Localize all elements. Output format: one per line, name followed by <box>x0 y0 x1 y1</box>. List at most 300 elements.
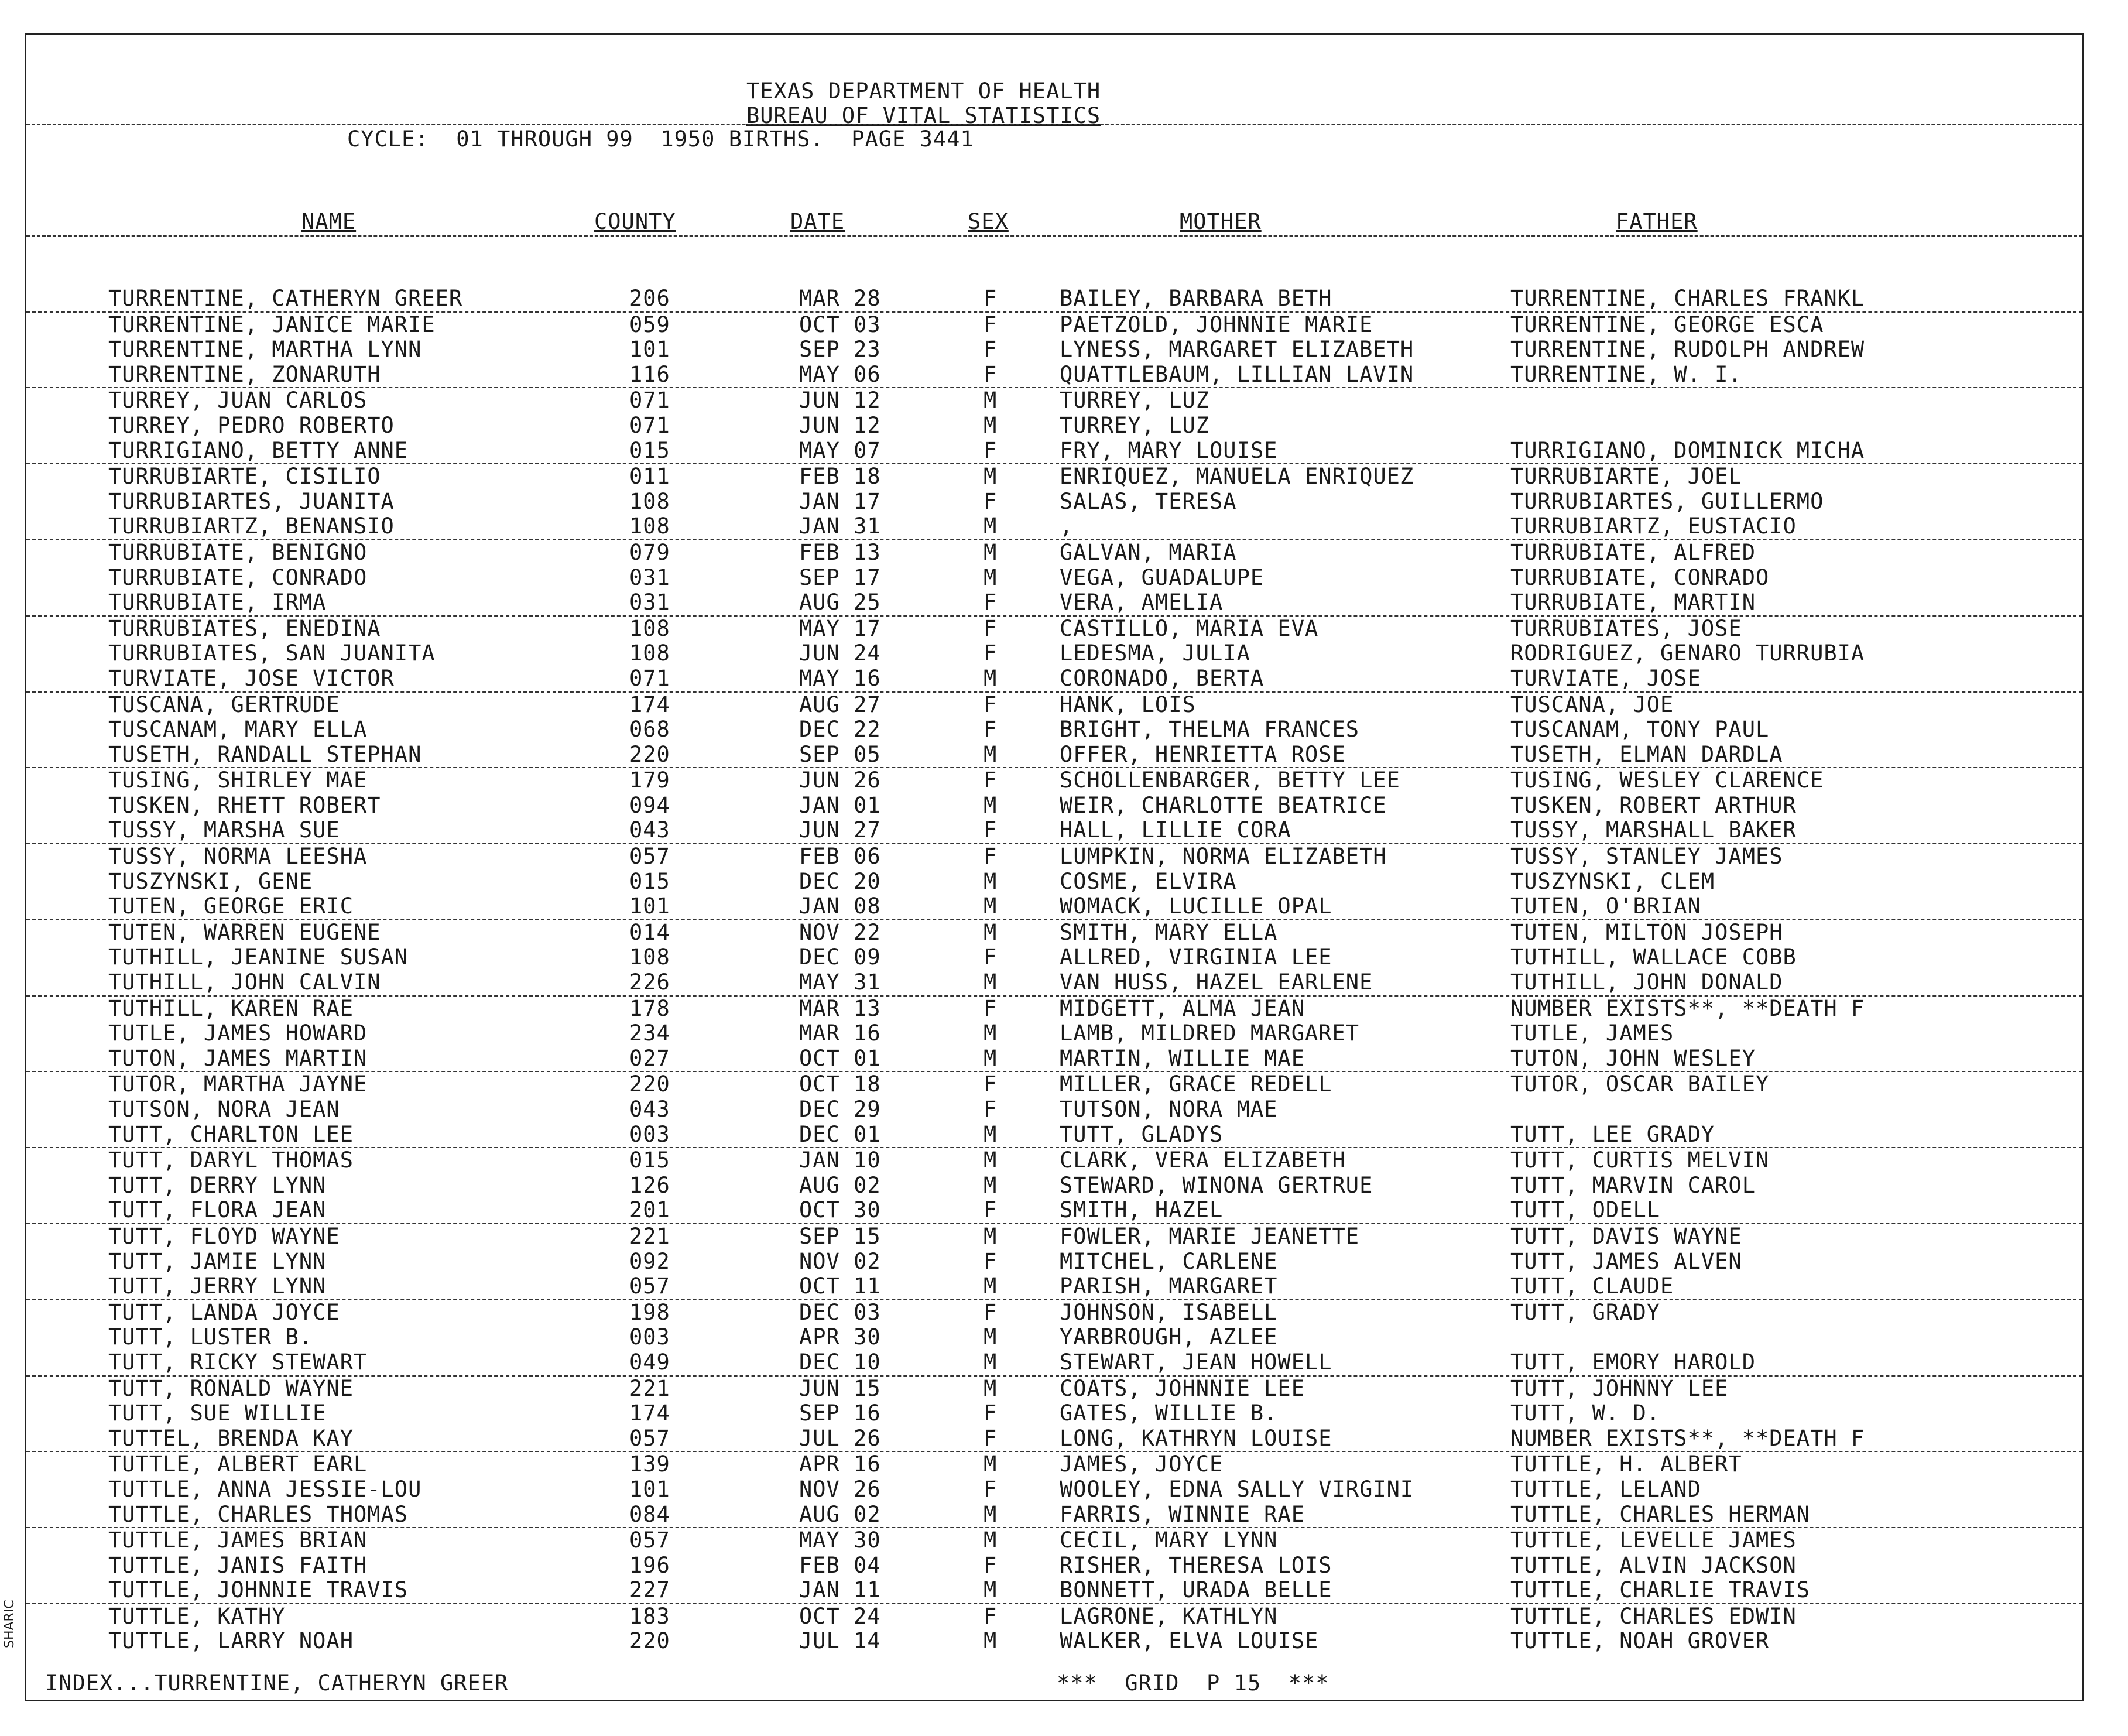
cell-county: 126 <box>629 1172 670 1198</box>
cell-date: MAY 06 <box>799 361 881 387</box>
cell-date: FEB 13 <box>799 539 881 565</box>
cell-father: TUSSY, MARSHALL BAKER <box>1510 817 1797 843</box>
cell-father: TUTTLE, NOAH GROVER <box>1510 1628 1770 1654</box>
cell-father: TUTLE, JAMES <box>1510 1021 1674 1046</box>
cell-sex: M <box>984 388 998 413</box>
table-row <box>26 337 2082 362</box>
cell-mother: SCHOLLENBARGER, BETTY LEE <box>1060 768 1400 793</box>
cell-father: TUTHILL, WALLACE COBB <box>1510 944 1797 970</box>
cell-father: TURRUBIATE, MARTIN <box>1510 590 1756 615</box>
cell-name: TURRUBIARTES, JUANITA <box>108 488 395 514</box>
table-row <box>26 1274 2082 1300</box>
cell-date: MAR 16 <box>799 1021 881 1046</box>
cell-sex: F <box>984 844 998 869</box>
cell-sex: M <box>984 792 998 818</box>
cell-sex: M <box>984 868 998 894</box>
cell-name: TUTEN, GEORGE ERIC <box>108 893 354 919</box>
cell-name: TURRENTINE, ZONARUTH <box>108 361 381 387</box>
cell-name: TURRENTINE, JANICE MARIE <box>108 311 436 337</box>
cell-father: TUTON, JOHN WESLEY <box>1510 1045 1756 1071</box>
cell-mother: VEGA, GUADALUPE <box>1060 564 1265 590</box>
cell-mother: CECIL, MARY LYNN <box>1060 1528 1278 1553</box>
cell-father: RODRIGUEZ, GENARO TURRUBIA <box>1510 641 1865 666</box>
cell-mother: TUTSON, NORA MAE <box>1060 1097 1278 1122</box>
table-row <box>26 869 2082 895</box>
cell-sex: M <box>984 1148 998 1173</box>
cell-father: TURRUBIARTZ, EUSTACIO <box>1510 513 1797 539</box>
cell-sex: F <box>984 1401 998 1426</box>
cell-mother: , <box>1060 513 1074 539</box>
cell-county: 094 <box>629 792 670 818</box>
cell-mother: VAN HUSS, HAZEL EARLENE <box>1060 970 1373 995</box>
cell-sex: M <box>984 539 998 565</box>
cell-sex: M <box>984 1451 998 1477</box>
cell-date: FEB 18 <box>799 464 881 489</box>
cell-father: TUTTLE, CHARLES HERMAN <box>1510 1501 1811 1527</box>
cell-date: OCT 24 <box>799 1603 881 1629</box>
cell-father: TURRENTINE, CHARLES FRANKL <box>1510 286 1865 311</box>
cell-name: TURREY, JUAN CARLOS <box>108 388 368 413</box>
cell-date: FEB 06 <box>799 844 881 869</box>
cell-date: NOV 26 <box>799 1476 881 1502</box>
table-row <box>26 1148 2082 1173</box>
cell-father: TUTT, JAMES ALVEN <box>1510 1248 1742 1274</box>
cell-father: TUTT, ODELL <box>1510 1197 1661 1223</box>
cell-mother: QUATTLEBAUM, LILLIAN LAVIN <box>1060 361 1414 387</box>
cell-county: 227 <box>629 1577 670 1603</box>
cell-sex: F <box>984 286 998 311</box>
cell-county: 220 <box>629 1071 670 1097</box>
table-row <box>26 388 2082 413</box>
cell-sex: M <box>984 665 998 691</box>
cell-sex: F <box>984 590 998 615</box>
cell-father: TURRUBIARTE, JOEL <box>1510 464 1742 489</box>
cell-father: TUTT, W. D. <box>1510 1401 1661 1426</box>
cell-sex: F <box>984 361 998 387</box>
cell-sex: M <box>984 1501 998 1527</box>
cell-county: 003 <box>629 1121 670 1147</box>
cell-name: TUTON, JAMES MARTIN <box>108 1045 368 1071</box>
cell-sex: M <box>984 513 998 539</box>
cell-mother: LAMB, MILDRED MARGARET <box>1060 1021 1360 1046</box>
table-row <box>26 1452 2082 1477</box>
table-row <box>26 617 2082 642</box>
cell-county: 198 <box>629 1299 670 1325</box>
cell-county: 226 <box>629 970 670 995</box>
cell-county: 057 <box>629 1425 670 1451</box>
cell-name: TUTT, SUE WILLIE <box>108 1401 327 1426</box>
cell-father: TUTT, GRADY <box>1510 1299 1661 1325</box>
cell-county: 071 <box>629 388 670 413</box>
cell-date: OCT 30 <box>799 1197 881 1223</box>
table-row <box>26 1502 2082 1529</box>
cell-county: 108 <box>629 641 670 666</box>
cell-county: 183 <box>629 1603 670 1629</box>
cell-sex: F <box>984 1603 998 1629</box>
cell-date: JUN 15 <box>799 1375 881 1401</box>
table-row <box>26 920 2082 946</box>
cell-sex: M <box>984 412 998 438</box>
cell-sex: F <box>984 944 998 970</box>
cell-father: TUTEN, O'BRIAN <box>1510 893 1701 919</box>
cell-sex: F <box>984 995 998 1021</box>
cell-sex: F <box>984 817 998 843</box>
cell-name: TUTSON, NORA JEAN <box>108 1097 340 1122</box>
cell-name: TUSSY, NORMA LEESHA <box>108 844 368 869</box>
cell-sex: F <box>984 1197 998 1223</box>
cell-father: TUSCANAM, TONY PAUL <box>1510 717 1770 742</box>
cell-father: TURRUBIATES, JOSE <box>1510 615 1742 641</box>
cell-county: 101 <box>629 337 670 362</box>
table-row <box>26 1224 2082 1249</box>
cell-county: 027 <box>629 1045 670 1071</box>
column-header-mother: MOTHER <box>1180 209 1262 234</box>
cell-mother: FOWLER, MARIE JEANETTE <box>1060 1223 1360 1249</box>
cell-name: TUTTLE, CHARLES THOMAS <box>108 1501 409 1527</box>
cell-father: NUMBER EXISTS**, **DEATH F <box>1510 1425 1865 1451</box>
footer-index: INDEX...TURRENTINE, CATHERYN GREER <box>45 1670 509 1696</box>
cell-mother: CASTILLO, MARIA EVA <box>1060 615 1319 641</box>
cell-sex: M <box>984 1528 998 1553</box>
cell-name: TUTLE, JAMES HOWARD <box>108 1021 368 1046</box>
cell-date: JUL 14 <box>799 1628 881 1654</box>
cell-date: JUN 27 <box>799 817 881 843</box>
cell-sex: F <box>984 1071 998 1097</box>
cell-father: TUTTLE, CHARLES EDWIN <box>1510 1603 1797 1629</box>
cell-father: TURVIATE, JOSE <box>1510 665 1701 691</box>
cell-father: TURRIGIANO, DOMINICK MICHA <box>1510 437 1865 463</box>
cell-name: TUTT, DERRY LYNN <box>108 1172 327 1198</box>
cell-mother: WALKER, ELVA LOUISE <box>1060 1628 1319 1654</box>
cell-sex: M <box>984 1121 998 1147</box>
table-row <box>26 1553 2082 1579</box>
cell-father: TUTT, DAVIS WAYNE <box>1510 1223 1742 1249</box>
cell-sex: M <box>984 970 998 995</box>
cell-county: 101 <box>629 893 670 919</box>
table-row <box>26 1401 2082 1426</box>
table-row <box>26 489 2082 515</box>
cell-mother: MIDGETT, ALMA JEAN <box>1060 995 1305 1021</box>
cell-date: JUN 24 <box>799 641 881 666</box>
cell-county: 220 <box>629 1628 670 1654</box>
table-row <box>26 717 2082 742</box>
cell-name: TUTT, LANDA JOYCE <box>108 1299 340 1325</box>
table-row <box>26 1350 2082 1377</box>
cell-date: JUL 26 <box>799 1425 881 1451</box>
cell-date: SEP 05 <box>799 741 881 767</box>
cell-name: TUTHILL, JEANINE SUSAN <box>108 944 409 970</box>
cell-sex: M <box>984 564 998 590</box>
cell-county: 031 <box>629 564 670 590</box>
header-line-1: TEXAS DEPARTMENT OF HEALTH <box>746 78 1101 104</box>
cell-mother: LONG, KATHRYN LOUISE <box>1060 1425 1332 1451</box>
table-row <box>26 693 2082 718</box>
cell-date: OCT 18 <box>799 1071 881 1097</box>
table-row <box>26 666 2082 693</box>
cell-sex: F <box>984 1425 998 1451</box>
table-row <box>26 818 2082 844</box>
birth-records-table <box>26 286 2082 1654</box>
cell-father: TUTTLE, CHARLIE TRAVIS <box>1510 1577 1811 1603</box>
cell-sex: M <box>984 1577 998 1603</box>
cell-mother: MILLER, GRACE REDELL <box>1060 1071 1332 1097</box>
cell-father: TUSCANA, JOE <box>1510 691 1674 717</box>
cell-father: TUSKEN, ROBERT ARTHUR <box>1510 792 1797 818</box>
cell-father: TUSZYNSKI, CLEM <box>1510 868 1715 894</box>
cell-name: TUTTEL, BRENDA KAY <box>108 1425 354 1451</box>
cell-sex: M <box>984 1021 998 1046</box>
cell-county: 049 <box>629 1349 670 1375</box>
cell-name: TUTT, FLORA JEAN <box>108 1197 327 1223</box>
cell-name: TURRENTINE, CATHERYN GREER <box>108 286 463 311</box>
cell-name: TUTHILL, KAREN RAE <box>108 995 354 1021</box>
cell-mother: WOMACK, LUCILLE OPAL <box>1060 893 1332 919</box>
document-frame <box>25 33 2084 1701</box>
cell-father: TUTT, EMORY HAROLD <box>1510 1349 1756 1375</box>
cell-county: 071 <box>629 665 670 691</box>
cell-mother: GATES, WILLIE B. <box>1060 1401 1278 1426</box>
cell-mother: LEDESMA, JULIA <box>1060 641 1250 666</box>
cell-date: OCT 11 <box>799 1273 881 1299</box>
cell-mother: LUMPKIN, NORMA ELIZABETH <box>1060 844 1387 869</box>
table-row <box>26 1629 2082 1654</box>
cell-date: MAY 30 <box>799 1528 881 1553</box>
cell-mother: STEWART, JEAN HOWELL <box>1060 1349 1332 1375</box>
cell-county: 031 <box>629 590 670 615</box>
table-row <box>26 894 2082 920</box>
column-header-name: NAME <box>301 209 357 234</box>
cell-date: JAN 10 <box>799 1148 881 1173</box>
table-row <box>26 1097 2082 1122</box>
cell-mother: BONNETT, URADA BELLE <box>1060 1577 1332 1603</box>
table-row <box>26 313 2082 338</box>
cell-mother: WOOLEY, EDNA SALLY VIRGINI <box>1060 1476 1414 1502</box>
cell-county: 178 <box>629 995 670 1021</box>
cell-sex: M <box>984 464 998 489</box>
cell-date: AUG 02 <box>799 1172 881 1198</box>
cell-name: TUTT, CHARLTON LEE <box>108 1121 354 1147</box>
column-header-county: COUNTY <box>594 209 676 234</box>
cell-name: TUTT, FLOYD WAYNE <box>108 1223 340 1249</box>
cell-name: TUSCANAM, MARY ELLA <box>108 717 368 742</box>
cell-mother: HALL, LILLIE CORA <box>1060 817 1291 843</box>
cell-father: TURRENTINE, W. I. <box>1510 361 1742 387</box>
cell-date: AUG 25 <box>799 590 881 615</box>
cell-sex: F <box>984 1299 998 1325</box>
table-row <box>26 1377 2082 1402</box>
cell-mother: STEWARD, WINONA GERTRUE <box>1060 1172 1373 1198</box>
cell-date: DEC 09 <box>799 944 881 970</box>
cell-county: 139 <box>629 1451 670 1477</box>
cell-date: OCT 01 <box>799 1045 881 1071</box>
cell-sex: M <box>984 893 998 919</box>
cell-name: TURREY, PEDRO ROBERTO <box>108 412 395 438</box>
cell-date: MAY 07 <box>799 437 881 463</box>
table-row <box>26 641 2082 666</box>
cell-mother: ENRIQUEZ, MANUELA ENRIQUEZ <box>1060 464 1414 489</box>
cell-county: 108 <box>629 615 670 641</box>
column-header-father: FATHER <box>1616 209 1698 234</box>
cell-date: DEC 03 <box>799 1299 881 1325</box>
side-label: SHARIC <box>2 1600 17 1648</box>
cell-sex: M <box>984 1628 998 1654</box>
table-row <box>26 844 2082 869</box>
table-row <box>26 413 2082 439</box>
cell-date: NOV 02 <box>799 1248 881 1274</box>
cell-father: TUTTLE, H. ALBERT <box>1510 1451 1742 1477</box>
cell-sex: M <box>984 1375 998 1401</box>
table-row <box>26 1528 2082 1553</box>
cell-date: AUG 27 <box>799 691 881 717</box>
cell-county: 108 <box>629 944 670 970</box>
cell-county: 116 <box>629 361 670 387</box>
table-row <box>26 1072 2082 1097</box>
cell-father: TURRUBIATE, CONRADO <box>1510 564 1770 590</box>
column-header-sex: SEX <box>968 209 1009 234</box>
cell-mother: BAILEY, BARBARA BETH <box>1060 286 1332 311</box>
cell-mother: PARISH, MARGARET <box>1060 1273 1278 1299</box>
cell-date: APR 30 <box>799 1324 881 1350</box>
cell-sex: F <box>984 311 998 337</box>
cell-mother: FRY, MARY LOUISE <box>1060 437 1278 463</box>
cell-mother: YARBROUGH, AZLEE <box>1060 1324 1278 1350</box>
cell-mother: LAGRONE, KATHLYN <box>1060 1603 1278 1629</box>
cell-county: 092 <box>629 1248 670 1274</box>
cell-sex: F <box>984 1248 998 1274</box>
cell-date: SEP 16 <box>799 1401 881 1426</box>
cell-father: TUTOR, OSCAR BAILEY <box>1510 1071 1770 1097</box>
cell-date: JAN 11 <box>799 1577 881 1603</box>
table-row <box>26 1426 2082 1453</box>
cell-name: TUTTLE, ALBERT EARL <box>108 1451 368 1477</box>
cell-mother: HANK, LOIS <box>1060 691 1196 717</box>
table-row <box>26 464 2082 489</box>
cell-name: TUTT, DARYL THOMAS <box>108 1148 354 1173</box>
table-row <box>26 566 2082 591</box>
cell-sex: F <box>984 717 998 742</box>
cell-father: TUTHILL, JOHN DONALD <box>1510 970 1783 995</box>
cell-date: DEC 20 <box>799 868 881 894</box>
cell-father: TUTTLE, LEVELLE JAMES <box>1510 1528 1797 1553</box>
cell-name: TURRUBIATE, BENIGNO <box>108 539 368 565</box>
cell-name: TURRIGIANO, BETTY ANNE <box>108 437 409 463</box>
cell-county: 101 <box>629 1476 670 1502</box>
cell-date: SEP 23 <box>799 337 881 362</box>
cell-date: FEB 04 <box>799 1552 881 1578</box>
cell-sex: M <box>984 1172 998 1198</box>
cell-name: TUSZYNSKI, GENE <box>108 868 313 894</box>
cell-father: TUSING, WESLEY CLARENCE <box>1510 768 1824 793</box>
cell-sex: M <box>984 1273 998 1299</box>
table-row <box>26 1198 2082 1224</box>
table-row <box>26 945 2082 970</box>
cell-date: JUN 12 <box>799 388 881 413</box>
cell-father: TUTT, LEE GRADY <box>1510 1121 1715 1147</box>
cell-mother: OFFER, HENRIETTA ROSE <box>1060 741 1346 767</box>
cell-mother: WEIR, CHARLOTTE BEATRICE <box>1060 792 1387 818</box>
header-line-2: BUREAU OF VITAL STATISTICS <box>746 103 1101 128</box>
cell-sex: F <box>984 691 998 717</box>
cell-county: 108 <box>629 513 670 539</box>
cell-date: MAR 28 <box>799 286 881 311</box>
cell-sex: M <box>984 919 998 945</box>
cell-county: 059 <box>629 311 670 337</box>
cell-date: MAY 17 <box>799 615 881 641</box>
table-row <box>26 362 2082 389</box>
cell-mother: SMITH, MARY ELLA <box>1060 919 1278 945</box>
cell-name: TUTTLE, LARRY NOAH <box>108 1628 354 1654</box>
cell-county: 084 <box>629 1501 670 1527</box>
cell-county: 220 <box>629 741 670 767</box>
cell-name: TUTT, JERRY LYNN <box>108 1273 327 1299</box>
cell-sex: F <box>984 768 998 793</box>
table-row <box>26 742 2082 769</box>
table-row <box>26 590 2082 617</box>
cell-sex: F <box>984 1476 998 1502</box>
cell-father: TUSSY, STANLEY JAMES <box>1510 844 1783 869</box>
cell-father: TUTT, JOHNNY LEE <box>1510 1375 1729 1401</box>
cell-date: JAN 17 <box>799 488 881 514</box>
cell-name: TUSETH, RANDALL STEPHAN <box>108 741 422 767</box>
cell-mother: BRIGHT, THELMA FRANCES <box>1060 717 1360 742</box>
cell-county: 206 <box>629 286 670 311</box>
table-row <box>26 1249 2082 1275</box>
cell-date: OCT 03 <box>799 311 881 337</box>
cell-date: JAN 01 <box>799 792 881 818</box>
cell-father: TUTT, CLAUDE <box>1510 1273 1674 1299</box>
cell-county: 201 <box>629 1197 670 1223</box>
cell-county: 174 <box>629 1401 670 1426</box>
cell-date: JAN 31 <box>799 513 881 539</box>
cell-mother: CLARK, VERA ELIZABETH <box>1060 1148 1346 1173</box>
cell-name: TUSSY, MARSHA SUE <box>108 817 340 843</box>
table-row <box>26 793 2082 819</box>
cell-sex: F <box>984 437 998 463</box>
column-header-date: DATE <box>790 209 845 234</box>
cell-father: TURRENTINE, RUDOLPH ANDREW <box>1510 337 1865 362</box>
cell-mother: FARRIS, WINNIE RAE <box>1060 1501 1305 1527</box>
cell-name: TUTTLE, ANNA JESSIE-LOU <box>108 1476 422 1502</box>
cell-father: TURRUBIARTES, GUILLERMO <box>1510 488 1824 514</box>
cell-mother: ALLRED, VIRGINIA LEE <box>1060 944 1332 970</box>
table-row <box>26 540 2082 566</box>
cell-father: TUTEN, MILTON JOSEPH <box>1510 919 1783 945</box>
cell-name: TUTT, RONALD WAYNE <box>108 1375 354 1401</box>
table-row <box>26 1300 2082 1326</box>
cell-name: TURRUBIATE, IRMA <box>108 590 327 615</box>
cell-name: TUTTLE, JANIS FAITH <box>108 1552 368 1578</box>
cell-date: APR 16 <box>799 1451 881 1477</box>
table-row <box>26 997 2082 1022</box>
cell-father: TUSETH, ELMAN DARDLA <box>1510 741 1783 767</box>
table-row <box>26 1578 2082 1604</box>
cell-mother: TURREY, LUZ <box>1060 388 1210 413</box>
cell-mother: VERA, AMELIA <box>1060 590 1224 615</box>
cell-date: JAN 08 <box>799 893 881 919</box>
table-row <box>26 1477 2082 1502</box>
cell-county: 015 <box>629 437 670 463</box>
cell-county: 057 <box>629 1528 670 1553</box>
cell-mother: JAMES, JOYCE <box>1060 1451 1224 1477</box>
table-row <box>26 970 2082 997</box>
cell-county: 043 <box>629 817 670 843</box>
cell-sex: M <box>984 1223 998 1249</box>
cell-mother: MARTIN, WILLIE MAE <box>1060 1045 1305 1071</box>
cell-date: DEC 22 <box>799 717 881 742</box>
cell-name: TUTOR, MARTHA JAYNE <box>108 1071 368 1097</box>
header-divider-top <box>26 124 2082 125</box>
cycle-line: CYCLE: 01 THROUGH 99 1950 BIRTHS. PAGE 3441 <box>347 126 974 152</box>
